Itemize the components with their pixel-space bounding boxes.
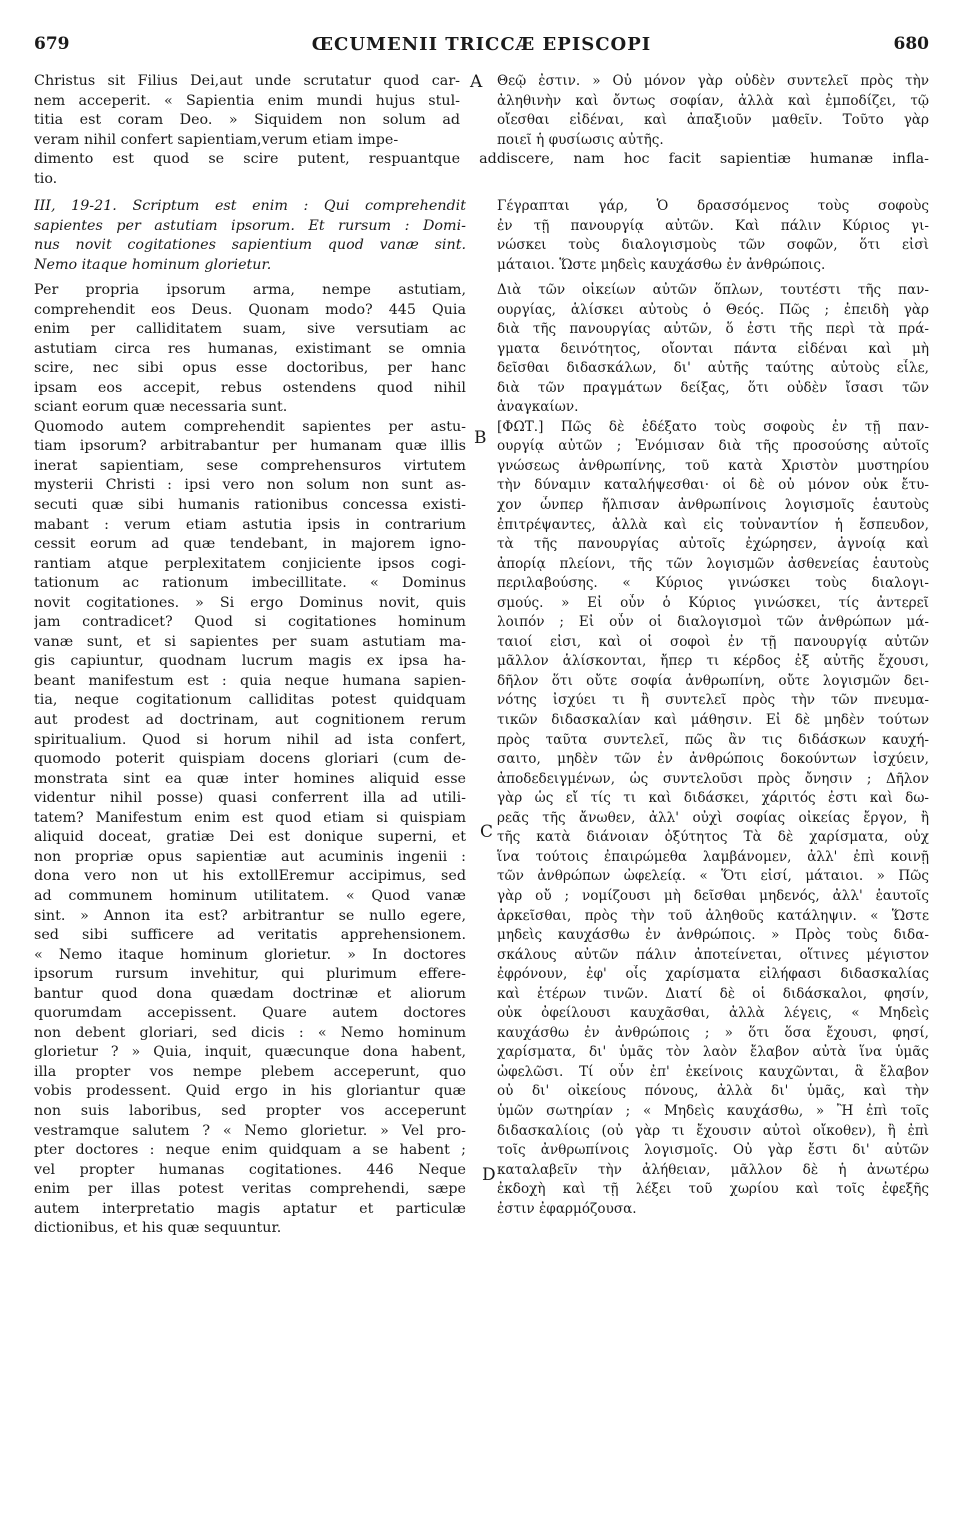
- greek-commentary-line: γνώσεως ἀνθρωπίνης, τοῦ κατὰ Χριστὸν μυστηρίου: [497, 457, 929, 474]
- greek-top-block: [497, 72, 929, 150]
- greek-commentary-line: δῆλον ὅτι οὔτε σοφία ἀνθρωπίνη, οὔτε λογισμῶν δει-: [497, 672, 929, 689]
- greek-commentary-line: σκάλους αὐτῶν πάλιν ἀποτείνεται, οἵτινες μέγιστον: [497, 946, 929, 963]
- greek-commentary-line: γὰρ ὡς εἴ τίς τι καὶ διδάσκει, χάριτός ἐστι καὶ δω-: [497, 790, 929, 807]
- greek-commentary: [497, 281, 929, 1219]
- latin-commentary-line: mysterii Christi : ipsi vero non solum non sunt as-: [34, 477, 466, 494]
- page-number-right: 680: [893, 34, 929, 54]
- greek-commentary-line: διὰ τῶν πραγμάτων δείξας, ὅτι οὐδὲν ἴσασι τῶν: [497, 379, 929, 396]
- latin-commentary-line: tatem? Manifestum enim est quod etiam si quispiam: [34, 809, 466, 826]
- latin-lemma-line: sapientes per astutiam ipsorum. Et rursum : Domi-: [34, 217, 466, 234]
- greek-commentary-line: οὐκ ὀφείλουσι καυχᾶσθαι, ἀλλὰ λέγεις, « Μηδεὶς: [497, 1005, 929, 1022]
- greek-commentary-line: ἐκδοχὴ καὶ τῇ λέξει τοῦ χωρίου καὶ τοῖς ἐφεξῆς: [497, 1181, 929, 1198]
- margin-letter-b: B: [474, 428, 487, 448]
- greek-commentary-line: γματα δεινότητος, οἴονται πάντα εἰδέναι καὶ μὴ: [497, 340, 929, 357]
- full-width-line-2: tio.: [34, 170, 58, 187]
- greek-commentary-line: νότης ἰσχύει τι ἢ συντελεῖ πρὸς τὴν τῶν πνευμα-: [497, 692, 929, 709]
- greek-commentary-line: ἐπιτρέψαντες, ἀλλὰ καὶ εἰς τοὐναντίον ἡ ἔσπευδον,: [497, 516, 929, 533]
- latin-commentary-line: rantiam atque perplexitatem conjiciente ipsos cogi-: [34, 555, 466, 572]
- greek-commentary-line: μᾶλλον ἁλίσκονται, ἤπερ τι κέρδος ἐξ αὐτῆς ἔχουσι,: [497, 653, 929, 670]
- greek-top-line: ἀληθινὴν καὶ ὄντως σοφίαν, ἀλλὰ καὶ ἐμποδίζει, τῷ: [497, 92, 929, 109]
- latin-commentary-line: tia, neque cogitationum calliditas potest quidquam: [34, 692, 466, 709]
- greek-top-line: Θεῷ ἐστιν. » Οὐ μόνον γὰρ οὐδὲν συντελεῖ πρὸς τὴν: [497, 73, 929, 89]
- greek-commentary-line: ἵνα τούτοις ἐπαιρώμεθα λαμβάνομεν, ἀλλ' ἐπὶ κοινῇ: [497, 848, 929, 865]
- greek-commentary-line: τὴν δύναμιν καταλήψεσθαι· οἱ δὲ οὐ μόνον οὐκ ἔτυ-: [497, 477, 929, 494]
- greek-commentary-line: καὶ ἑτέρων τινῶν. Διατί δὲ οἱ διδάσκαλοι, φησίν,: [497, 985, 929, 1002]
- latin-commentary-line: ipsorum rursum invehitur, qui plurimum efferе-: [34, 966, 466, 983]
- margin-letter-d: D: [482, 1165, 496, 1185]
- latin-lemma-line: III, 19-21. Scriptum est enim : Qui comprehendit: [34, 198, 466, 214]
- greek-commentary-line: τοῖς ἀνθρωπίνοις λογισμοῖς. Οὐ γὰρ ἔστι δι' αὐτῶν: [497, 1142, 929, 1159]
- latin-top-line: titia est coram Deo. » Siquidem non solum ad: [34, 112, 460, 129]
- greek-lemma-line: μάταιοι. Ὥστε μηδεὶς καυχάσθω ἐν ἀνθρώποις.: [497, 256, 826, 273]
- latin-commentary-line: ipsam eos accepit, rebus ostendens quod nihil: [34, 379, 466, 396]
- greek-commentary-line: ἀποδεδειγμένων, ὡς συντελοῦσι πρὸς ὄνησιν ; Δῆλον: [497, 770, 929, 787]
- greek-commentary-line: καυχάσθω ἐν ἀνθρώποις ; » ὅτι ὅσα ἔχουσι, φησί,: [497, 1024, 929, 1041]
- greek-commentary-line: πρὸς ταῦτα συντελεῖ, πῶς ἂν τις διδάσκων καυχή-: [497, 731, 929, 748]
- latin-commentary: [34, 281, 466, 1239]
- latin-commentary-line: Per propria ipsorum arma, nempe astutiam,: [34, 282, 466, 298]
- greek-commentary-line: μηδεὶς καυχάσθω ἐν ἀνθρώποις. » Πρὸς τοὺς διδα-: [497, 927, 929, 944]
- greek-commentary-line: χον ὧνπερ ἤλπισαν ἀνθρωπίνοις λογισμοῖς ἑαυτοὺς: [497, 497, 929, 514]
- latin-commentary-line: astutiam circa res humanas, existimant se omnia: [34, 340, 466, 357]
- latin-commentary-line: dona vero non ut his extollEremur accipimus, sed: [34, 868, 466, 885]
- latin-commentary-line: vobis prodessent. Quid ergo in his gloriantur quæ: [34, 1083, 466, 1100]
- latin-commentary-line: ad communem hominum utilitatem. « Quod vanæ: [34, 887, 466, 904]
- latin-top-block: [34, 72, 460, 150]
- greek-commentary-line: τῆς κατὰ διάνοιαν ὀξύτητος Τὰ δὲ χαρίσματα, οὐχ: [497, 829, 929, 846]
- latin-commentary-line: spiritualium. Quod si horum nihil ad ista confert,: [34, 731, 466, 748]
- latin-commentary-line: non propriæ opus sapientiæ aut acuminis ingenii :: [34, 848, 466, 865]
- greek-commentary-line: ὑμῶν σωτηρίαν ; « Μηδεὶς καυχάσθω, » Ἢ ἐπὶ τοῖς: [497, 1102, 929, 1119]
- margin-letter-a: A: [470, 72, 483, 92]
- greek-commentary-line: ουργίας, ἁλίσκει αὐτοὺς ὁ Θεός. Πῶς ; ἐπειδὴ γὰρ: [497, 301, 929, 318]
- latin-commentary-line: vestramque salutem ? « Nemo glorietur. » Vel pro-: [34, 1122, 466, 1139]
- greek-commentary-line: διδασκαλίοις (οὐ γὰρ τι ἔχουσιν αὐτοὶ οἴκοθεν), ἢ ἐπὶ: [497, 1122, 929, 1139]
- running-title: ŒCUMENII TRICCÆ EPISCOPI: [311, 34, 652, 55]
- greek-commentary-line: Διὰ τῶν οἰκείων αὐτῶν ὅπλων, τουτέστι τῆς παν-: [497, 282, 929, 298]
- margin-letter-c: C: [480, 822, 494, 842]
- latin-commentary-line: beant manifestum est : quia neque humana sapien-: [34, 672, 466, 689]
- latin-top-line: Christus sit Filius Dei,aut unde scrutatur quod car-: [34, 73, 460, 89]
- latin-commentary-line: scire, nec sibi opus esse doctoribus, per hanc: [34, 360, 466, 377]
- latin-commentary-line: autem interpretatio magis aptatur et particulæ: [34, 1200, 466, 1217]
- greek-top-line: ποιεῖ ἡ φυσίωσις αὐτῆς.: [497, 131, 664, 148]
- latin-top-line: nem acceperit. « Sapientia enim mundi hujus stul-: [34, 92, 460, 109]
- greek-commentary-line: ἀπορίᾳ πλείονι, τῆς τῶν λογισμῶν ἀσθενείας ἑαυτοὺς: [497, 555, 929, 572]
- greek-commentary-line: διὰ τῆς πανουργίας αὐτῶν, ὅ ἐστι τῆς περὶ τὰ πρά-: [497, 321, 929, 338]
- greek-commentary-line: ὠφελῶσι. Τί οὖν ἐπ' ἐκείνοις καυχῶνται, ἃ ἔλαβον: [497, 1063, 929, 1080]
- greek-commentary-line: ουργίᾳ αὐτῶν ; Ἐνόμισαν διὰ τῆς προσούσης αὐτοῖς: [497, 438, 929, 455]
- greek-lemma-line: ἐν τῇ πανουργίᾳ αὐτῶν. Καὶ πάλιν Κύριος γι-: [497, 217, 929, 234]
- greek-commentary-line: σαιτο, μηδὲν τῶν ἐν ἀνθρώποις δοκούντων ἰσχύειν,: [497, 751, 929, 768]
- latin-commentary-line: novit cogitationes. » Si ergo Dominus novit, quis: [34, 594, 466, 611]
- latin-commentary-line: pter doctores : neque enim quidquam a se habent ;: [34, 1142, 466, 1159]
- latin-commentary-line: videntur nihil posse) quasi conferrent illa ad utili-: [34, 790, 466, 807]
- latin-commentary-line: illa propter vos nempe plebem acceperunt, quo: [34, 1063, 466, 1080]
- greek-commentary-line: γὰρ οὔ ; νομίζουσι μὴ δεῖσθαι μηδενός, ἀλλ' ἑαυτοῖς: [497, 887, 929, 904]
- greek-lemma-line: νώσκει τοὺς διαλογισμοὺς τῶν σοφῶν, ὅτι εἰσὶ: [497, 237, 929, 254]
- latin-commentary-line: enim per calliditatem suam, sive versutiam ac: [34, 321, 466, 338]
- greek-top-line: οἴεσθαι εἰδέναι, καὶ ἀπαξιοῦν μαθεῖν. Τοῦτο γὰρ: [497, 112, 929, 129]
- greek-commentary-line: ἀναγκαίων.: [497, 399, 579, 416]
- greek-commentary-line: σμούς. » Εἰ οὖν ὁ Κύριος γινώσκει, τίς ἀντερεῖ: [497, 594, 929, 611]
- greek-commentary-line: ἐστιν ἐφαρμόζουσα.: [497, 1200, 637, 1217]
- latin-commentary-line: secuti quæ sibi humanis rationibus concessa existi-: [34, 497, 466, 514]
- latin-commentary-line: sint. » Annon ita est? arbitrantur se nullo egere,: [34, 907, 466, 924]
- full-width-line-1: dimento est quod se scire putent, respuantque addiscere, nam hoc facit sapientiæ humanæ infla-: [34, 151, 929, 167]
- latin-commentary-line: gis capiuntur, quodnam lucrum magis ex ipsa ha-: [34, 653, 466, 670]
- latin-commentary-line: sciant eorum quæ necessaria sunt.: [34, 399, 288, 416]
- latin-commentary-line: vel propter humanas cogitationes. 446 Neque: [34, 1161, 466, 1178]
- latin-commentary-line: jam contradicet? Quod si cogitationes hominum: [34, 614, 466, 631]
- latin-commentary-line: comprehendit eos Deus. Quonam modo? 445 Quia: [34, 301, 466, 318]
- latin-commentary-line: dictionibus, et his quæ sequuntur.: [34, 1220, 282, 1237]
- greek-commentary-line: τικῶν διδασκαλίαν καὶ μάθησιν. Εἰ δὲ μηδὲν τούτων: [497, 712, 929, 729]
- greek-commentary-line: δεῖσθαι διδασκάλων, δι' αὐτῆς ταύτης αὐτοὺς εἷλε,: [497, 360, 929, 377]
- greek-commentary-line: ἀρκεῖσθαι, πρὸς τὴν τοῦ ἀληθοῦς κατάληψιν. « Ὥστε: [497, 907, 929, 924]
- latin-commentary-line: monstrata sint ea quæ inter homines aliquid esse: [34, 770, 466, 787]
- latin-commentary-line: aliquid doceat, gratiæ Dei est donique superni, et: [34, 829, 466, 846]
- latin-top-line: veram nihil confert sapientiam,verum etiam impe-: [34, 131, 399, 148]
- latin-lemma-line: Nemo itaque hominum glorietur.: [34, 256, 272, 273]
- latin-commentary-line: mabant : verum etiam astutia ipsis in contrarium: [34, 516, 466, 533]
- greek-commentary-line: λοιπόν ; Εἰ οὖν οἱ διαλογισμοὶ τῶν ἀνθρώπων μά-: [497, 614, 929, 631]
- greek-commentary-line: οὐ δι' οἰκείους πόνους, ἀλλὰ δι' ὑμᾶς, καὶ τὴν: [497, 1083, 929, 1100]
- latin-commentary-line: non suis laboribus, sed propter vos acceperunt: [34, 1102, 466, 1119]
- latin-commentary-line: sed sibi sufficere ad veritatis apprehensionem.: [34, 927, 466, 944]
- running-header: [34, 34, 929, 64]
- latin-commentary-line: aut prodest ad doctrinam, aut cognitionem rerum: [34, 712, 466, 729]
- latin-commentary-line: quorumdam accepissent. Quare autem doctores: [34, 1005, 466, 1022]
- latin-commentary-line: quomodo poterit quispiam docens gloriari (cum de-: [34, 751, 466, 768]
- latin-commentary-line: tiam ipsorum? arbitrabantur per humanam quæ illis: [34, 438, 466, 455]
- greek-commentary-line: καταλαβεῖν τὴν ἀλήθειαν, μᾶλλον δὲ ἡ ἀνωτέρω: [497, 1161, 929, 1178]
- latin-commentary-line: « Nemo itaque hominum glorietur. » In doctores: [34, 946, 466, 963]
- greek-commentary-line: χαρίσματα, δι' ὑμᾶς τὸν λαὸν ἔλαβον αὐτὰ ἵνα ὑμᾶς: [497, 1044, 929, 1061]
- latin-commentary-line: inerat sapientiam, sese comprehensuros virtutem: [34, 457, 466, 474]
- greek-lemma: [497, 197, 929, 275]
- latin-lemma-line: nus novit cogitationes sapientium quod vanæ sint.: [34, 237, 466, 254]
- greek-commentary-line: περιλαβούσης. « Κύριος γινώσκει τοὺς διαλογι-: [497, 575, 929, 592]
- latin-commentary-line: glorietur ? » Quia, inquit, quæcunque dona habent,: [34, 1044, 466, 1061]
- greek-commentary-line: ρεᾶς τῆς ἄνωθεν, ἀλλ' οὐχὶ σοφίας οἰκείας ἔργον, ἢ: [497, 809, 929, 826]
- latin-commentary-line: non debent gloriari, sed dicis : « Nemo hominum: [34, 1024, 466, 1041]
- greek-commentary-line: [ΦΩΤ.] Πῶς δὲ ἐδέξατο τοὺς σοφοὺς ἐν τῇ παν-: [497, 418, 929, 435]
- latin-lemma: [34, 197, 466, 275]
- greek-commentary-line: ἐφρόνουν, ἐφ' οἷς χαρίσματα εἰλήφασι διδασκαλίας: [497, 966, 929, 983]
- greek-lemma-line: Γέγραπται γάρ, Ὁ δρασσόμενος τοὺς σοφοὺς: [497, 198, 929, 214]
- latin-commentary-line: vanæ sunt, et si sapientes per suam astutiam ma-: [34, 633, 466, 650]
- latin-commentary-line: tationum ac rationum imbecillitate. « Dominus: [34, 575, 466, 592]
- latin-commentary-line: cessit eorum ad quæ tendebant, in majorem igno-: [34, 536, 466, 553]
- latin-commentary-line: Quomodo autem comprehendit sapientes per astu-: [34, 418, 466, 435]
- greek-commentary-line: τὰ τῆς πανουργίας αὐτοῖς ἐχώρησεν, ἀγνοίᾳ καὶ: [497, 536, 929, 553]
- page-number-left: 679: [34, 34, 70, 54]
- latin-commentary-line: enim per illas potest veritas comprehendi, sæpe: [34, 1181, 466, 1198]
- greek-commentary-line: ταιοί εἰσι, καὶ οἱ σοφοὶ ἐν τῇ πανουργίᾳ αὐτῶν: [497, 633, 929, 650]
- greek-commentary-line: τῶν ἀνθρώπων ὠφελείᾳ. « Ὅτι εἰσί, μάταιοι. » Πῶς: [497, 868, 929, 885]
- full-width-line: [34, 150, 929, 189]
- latin-commentary-line: bantur quod dona quædam doctrinæ et aliorum: [34, 985, 466, 1002]
